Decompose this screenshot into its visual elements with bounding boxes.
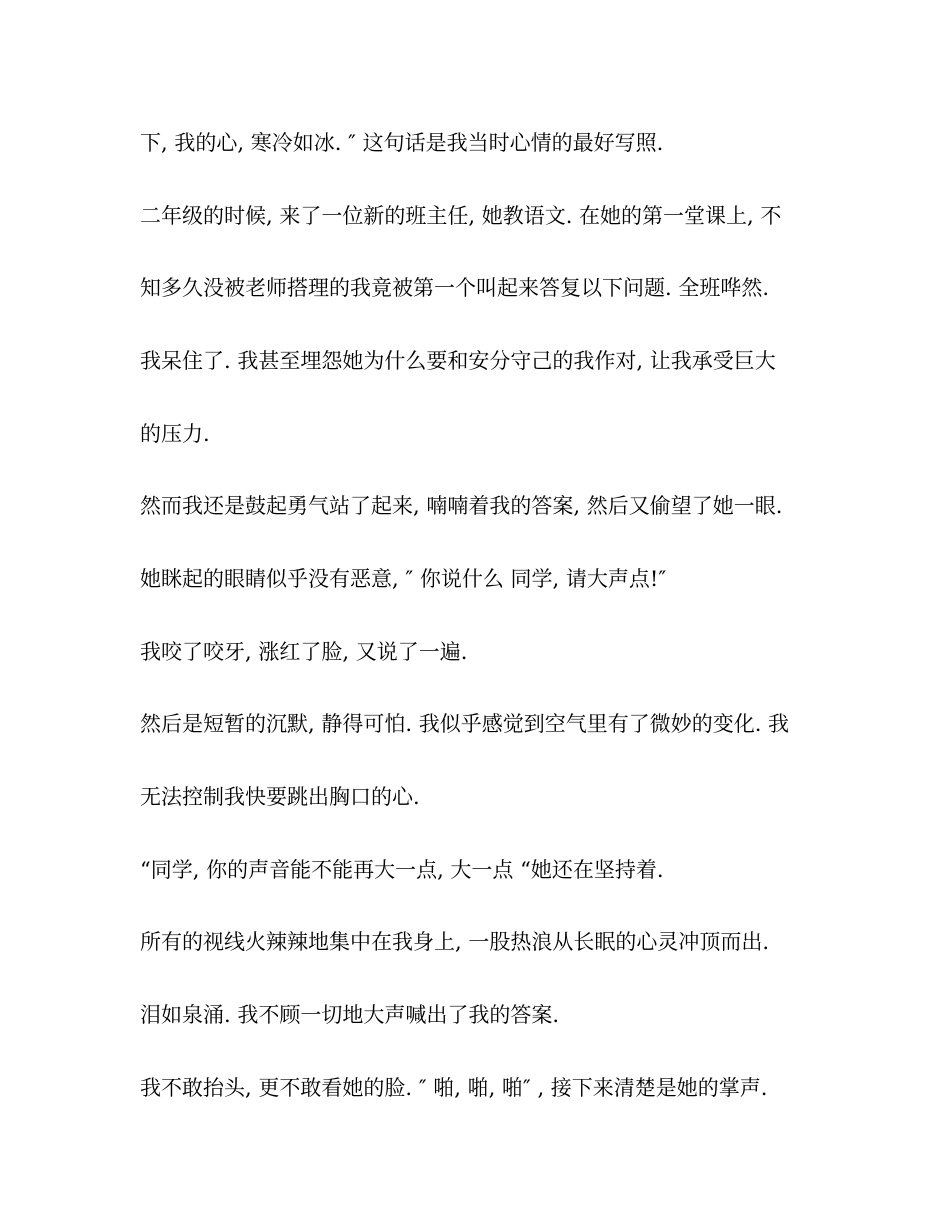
text-line: 泪如泉涌. 我不顾一切地大声喊出了我的答案. xyxy=(140,1003,560,1027)
text-line: “同学, 你的声音能不能再大一点, 大一点 “她还在坚持着. xyxy=(140,858,664,882)
text-line: 知多久没被老师搭理的我竟被第一个叫起来答复以下问题. 全班哗然. xyxy=(140,276,770,300)
text-line: 下, 我的心, 寒冷如冰. ″ 这句话是我当时心情的最好写照. xyxy=(140,131,664,155)
text-line: 我不敢抬头, 更不敢看她的脸. ″ 啪, 啪, 啪″ , 接下来清楚是她的掌声. xyxy=(140,1076,768,1100)
text-line: 的压力. xyxy=(140,422,210,446)
text-line: 所有的视线火辣辣地集中在我身上, 一股热浪从长眠的心灵冲顶而出. xyxy=(140,930,770,954)
text-line: 然而我还是鼓起勇气站了起来, 喃喃着我的答案, 然后又偷望了她一眼. xyxy=(140,494,783,518)
text-line: 无法控制我快要跳出胸口的心. xyxy=(140,785,420,809)
text-line: 二年级的时候, 来了一位新的班主任, 她教语文. 在她的第一堂课上, 不 xyxy=(140,204,782,228)
text-line: 她眯起的眼睛似乎没有恶意, ″ 你说什么 同学, 请大声点!″ xyxy=(140,567,667,591)
text-line: 我呆住了. 我甚至埋怨她为什么要和安分守己的我作对, 让我承受巨大 xyxy=(140,349,776,373)
text-line: 我咬了咬牙, 涨红了脸, 又说了一遍. xyxy=(140,640,468,664)
text-line: 然后是短暂的沉默, 静得可怕. 我似乎感觉到空气里有了微妙的变化. 我 xyxy=(140,712,790,736)
